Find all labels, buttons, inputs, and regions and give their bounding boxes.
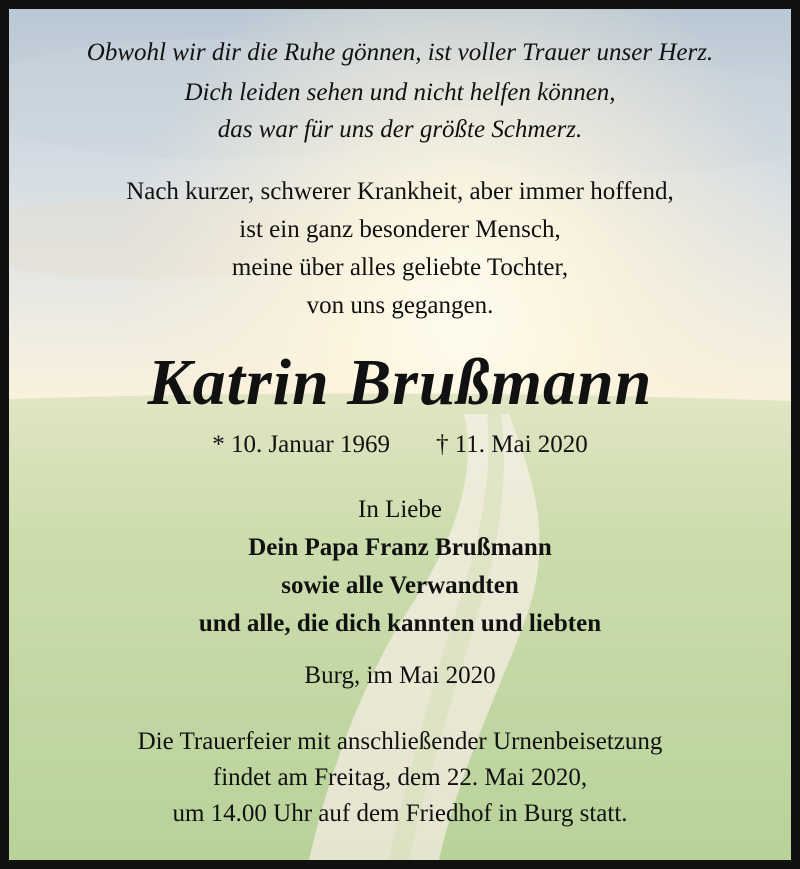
intro-line-3: meine über alles geliebte Tochter, [231, 254, 569, 281]
intro-line-2: ist ein ganz besonderer Mensch, [239, 216, 561, 243]
mourner-line-1: Dein Papa Franz Brußmann [248, 534, 552, 561]
life-dates [9, 427, 791, 463]
death-date: † 11. Mai 2020 [435, 431, 588, 458]
funeral-line-1: Die Trauerfeier mit anschließender Urnenbeisetzung [137, 728, 663, 755]
poem-line-3: das war für uns der größte Schmerz. [217, 116, 583, 143]
deceased-name: Katrin Brußmann [147, 346, 653, 419]
poem-line-2: Dich leiden sehen und nicht helfen können, [184, 79, 616, 106]
mourner-line-2: sowie alle Verwandten [281, 572, 519, 599]
poem-line-1: Obwohl wir dir die Ruhe gönnen, ist voller Trauer unser Herz. [86, 39, 714, 66]
intro-line-1: Nach kurzer, schwerer Krankheit, aber immer hoffend, [126, 178, 674, 205]
funeral-line-2: findet am Freitag, dem 22. Mai 2020, [212, 764, 588, 791]
funeral-line-3: um 14.00 Uhr auf dem Friedhof in Burg statt. [172, 800, 628, 827]
intro-line-4: von uns gegangen. [306, 292, 494, 319]
obituary-text [9, 9, 791, 860]
place-date: Burg, im Mai 2020 [304, 662, 496, 689]
mourner-line-3: und alle, die dich kannten und liebten [198, 610, 602, 637]
mourners-intro: In Liebe [358, 496, 442, 523]
birth-date: * 10. Januar 1969 [212, 431, 390, 458]
